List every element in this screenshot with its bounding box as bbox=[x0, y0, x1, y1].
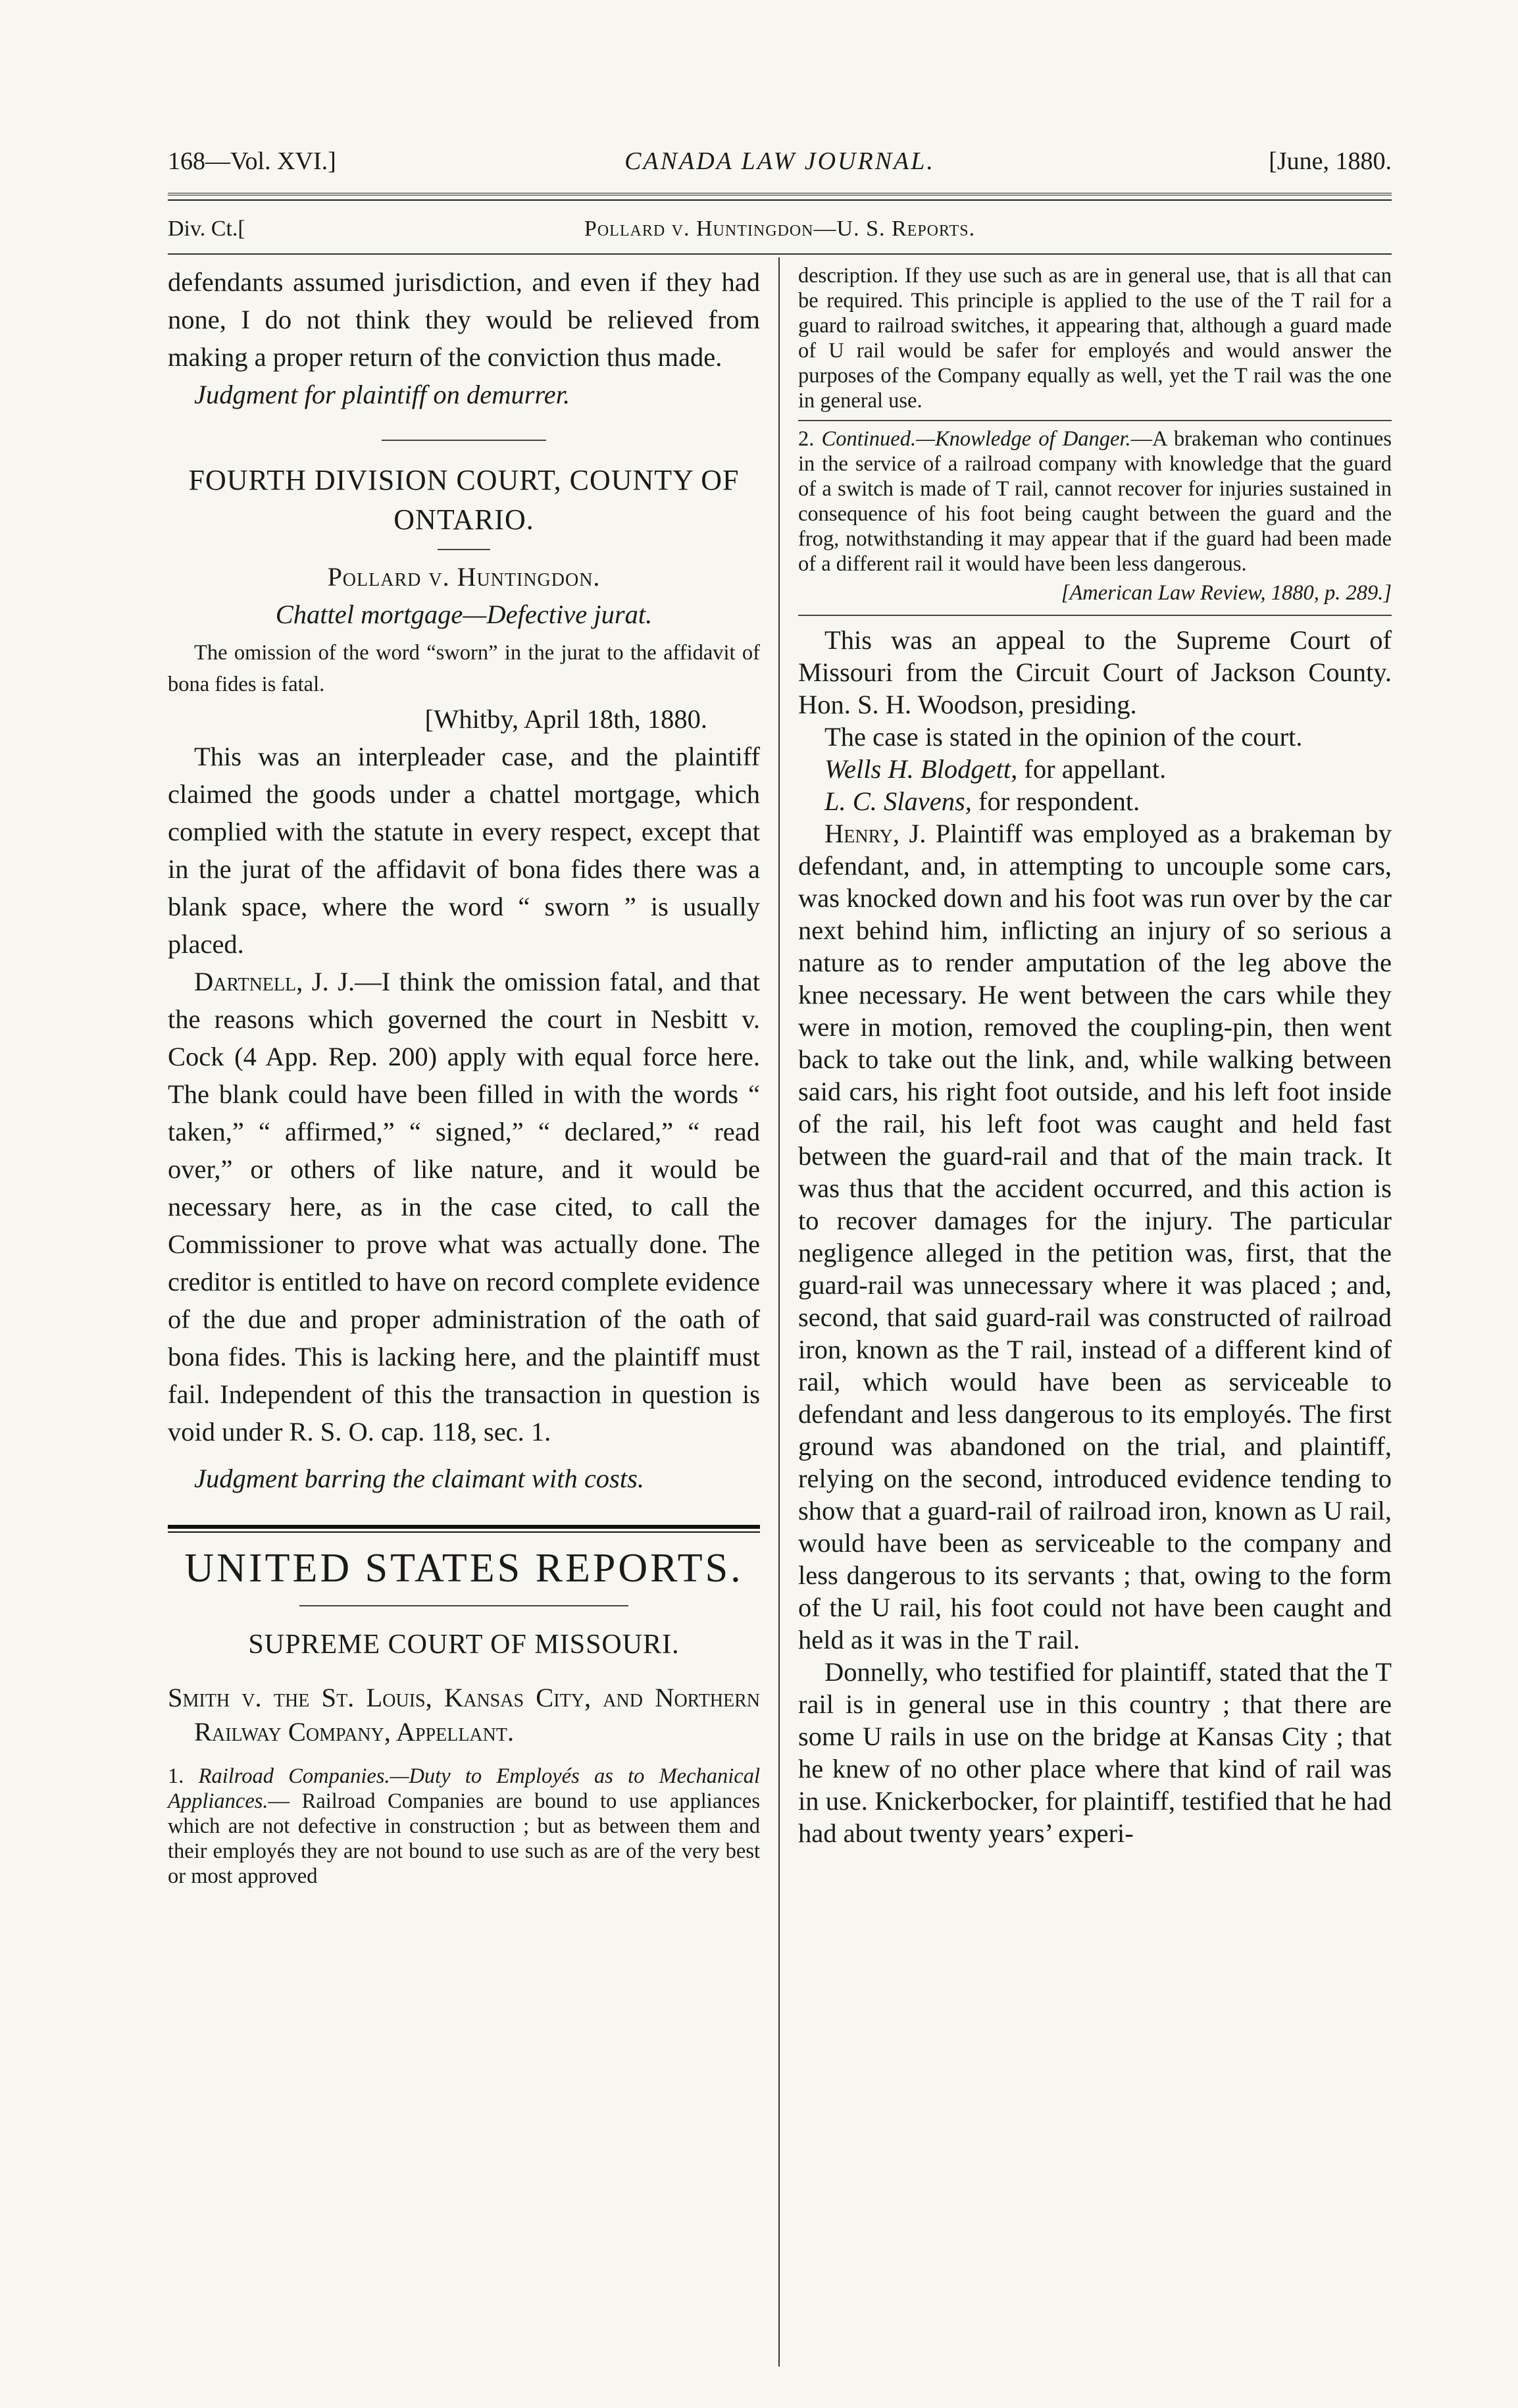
issue-date: [June, 1880. bbox=[1269, 147, 1392, 175]
judge-name: Dartnell, J. J. bbox=[194, 967, 355, 996]
headnote-1-continued: description. If they use such as are in general use, that is all that can be required. This principle is applied to the use of the T rail for a guard to railroad switches, it appearing that, although a guard made of U rail would be safer for employés and would answer the purposes of the Company equally as well, yet the T rail was the one in general use. bbox=[798, 264, 1392, 413]
headnote-2-number: 2. bbox=[798, 427, 815, 451]
judgment-line-2: Judgment barring the claimant with costs. bbox=[194, 1464, 644, 1493]
headnote-2-title: Continued.—Knowledge of Danger. bbox=[821, 427, 1131, 451]
left-paragraph-3 bbox=[168, 963, 760, 1450]
headnote-title: Chattel mortgage—Defective jurat. bbox=[275, 600, 653, 629]
us-divider bbox=[299, 1605, 628, 1606]
right-paragraph-4: Donnelly, who testified for plaintiff, stated that the T rail is in general use in this country ; that there are some U rails in use on the bridge at Kansas City ; that he knew of no other place where that kind of rail was in use. Knickerbocker, for plaintiff, testified that he had had about twenty years’ experi- bbox=[798, 1657, 1392, 1848]
left-paragraph-2: This was an interpleader case, and the plaintiff claimed the goods under a chattel mortgage, which complied with the statute in every respect, except that in the jurat of the affidavit of bona fides there was a blank space, where the word “ sworn ” is usually placed. bbox=[168, 742, 760, 959]
judgment-line-1: Judgment for plaintiff on demurrer. bbox=[194, 380, 570, 409]
headnote-1-title: Railroad Companies.—Duty to Employés as to Mechanical Appliances. bbox=[168, 1764, 761, 1813]
short-divider bbox=[438, 549, 490, 550]
appellant-role: for appellant. bbox=[1017, 754, 1167, 784]
journal-page bbox=[168, 141, 1392, 2366]
column-divider bbox=[778, 257, 780, 2367]
us-reports-heading: UNITED STATES REPORTS. bbox=[184, 1546, 744, 1591]
right-paragraph-2: The case is stated in the opinion of the court. bbox=[824, 722, 1303, 752]
headnote-text: The omission of the word “sworn” in the jurat to the affidavit of bona fides is fatal. bbox=[168, 641, 760, 696]
citation-divider bbox=[798, 615, 1392, 616]
appellant-counsel-name: Wells H. Blodgett, bbox=[824, 754, 1018, 784]
header-rule bbox=[168, 193, 1392, 201]
respondent-counsel-name: L. C. Slavens, bbox=[824, 786, 972, 816]
volume-label: 168—Vol. XVI.] bbox=[168, 147, 336, 175]
left-column bbox=[168, 263, 760, 1889]
journal-title: CANADA LAW JOURNAL. bbox=[624, 147, 935, 175]
subheader-rule bbox=[168, 253, 1392, 255]
right-paragraph-3 bbox=[798, 817, 1392, 1656]
headnote-1 bbox=[168, 1764, 760, 1889]
left-paragraph-1: defendants assumed jurisdiction, and even if they had none, I do not think they would be relieved from making a proper return of the conviction thus made. bbox=[168, 267, 760, 372]
right-column bbox=[798, 263, 1392, 1849]
case-subheader bbox=[168, 214, 1392, 247]
dateline: [Whitby, April 18th, 1880. bbox=[424, 704, 707, 734]
thick-divider bbox=[168, 1525, 760, 1533]
judge-henry: Henry, J. bbox=[824, 819, 926, 848]
respondent-role: for respondent. bbox=[971, 786, 1140, 816]
headnote-1-text: — Railroad Companies are bound to use appliances which are not defective in construction ; but as between them and their employés they are not bound to use such as are of the very best or most approved bbox=[168, 1789, 760, 1888]
headnote-1-number: 1. bbox=[168, 1764, 184, 1788]
opinion-text: —I think the omission fatal, and that the reasons which governed the court in Nesbitt v. Cock (4 App. Rep. 200) apply with equal force here. The blank could have been filled in with the words “ taken,” “ affirmed,” “ signed,” “ declared,” “ read over,” or others of like nature, and it would be necessary here, as in the case cited, to call the Commissioner to prove what was actually done. The creditor is entitled to have on record complete evidence of the due and proper administration of the oath of bona fides. This is lacking here, and the plaintiff must fail. Independent of this the transaction in question is void under R. S. O. cap. 118, sec. 1. bbox=[168, 967, 760, 1447]
citation: [American Law Review, 1880, p. 289.] bbox=[1061, 581, 1392, 605]
case2-name: Smith v. the St. Louis, Kansas City, and Northern Railway Company, Appellant. bbox=[168, 1683, 760, 1747]
case-title: Pollard v. Huntingdon—U. S. Reports. bbox=[584, 217, 976, 241]
headnote-divider bbox=[798, 420, 1392, 421]
counsel-appellant bbox=[798, 753, 1392, 785]
headnote-2-text: —A brakeman who continues in the service of a railroad company with knowledge that the guard of a switch is made of T rail, cannot recover for injuries sustained in consequence of his foot being caught between the guard and the frog, notwithstanding it may appear that if the guard had been made of a different rail it would have been less dangerous. bbox=[798, 427, 1392, 576]
counsel-respondent bbox=[798, 785, 1392, 817]
right-paragraph-1: This was an appeal to the Supreme Court of Missouri from the Circuit Court of Jackson County. Hon. S. H. Woodson, presiding. bbox=[798, 625, 1392, 719]
section-divider bbox=[382, 440, 546, 441]
missouri-heading: SUPREME COURT OF MISSOURI. bbox=[248, 1629, 680, 1660]
running-head bbox=[168, 141, 1392, 181]
case-name: Pollard v. Huntingdon. bbox=[327, 562, 601, 592]
henry-opinion: Plaintiff was employed as a brakeman by defendant, and, in attempting to uncouple some cars, was knocked down and his foot was run over by the car next behind him, inflicting an injury of so serious a nature as to render amputation of the leg above the knee necessary. He went between the cars while they were in motion, removed the coupling-pin, then went back to take out the link, and, while walking between said cars, his right foot outside, and his left foot inside of the rail, his left foot was caught and held fast between the guard-rail and that of the main track. It was thus that the accident occurred, and this action is to recover damages for the injury. The particular negligence alleged in the petition was, first, that the guard-rail was unnecessary where it was placed ; and, second, that said guard-rail was constructed of railroad iron, known as the T rail, instead of a different kind of rail, which would have been as serviceable to defendant and less dangerous to its employés. The first ground was abandoned on the trial, and plaintiff, relying on the second, introduced evidence tending to show that a guard-rail of railroad iron, known as U rail, would have been as serviceable to the company and less dangerous to its servants ; that, owing to the form of the U rail, his foot could not have been caught and held as it was in the T rail. bbox=[798, 819, 1392, 1654]
court-division: Div. Ct.[ bbox=[168, 217, 245, 241]
court-heading: FOURTH DIVISION COURT, COUNTY OF ONTARIO. bbox=[188, 464, 740, 536]
headnote-2 bbox=[798, 426, 1392, 576]
